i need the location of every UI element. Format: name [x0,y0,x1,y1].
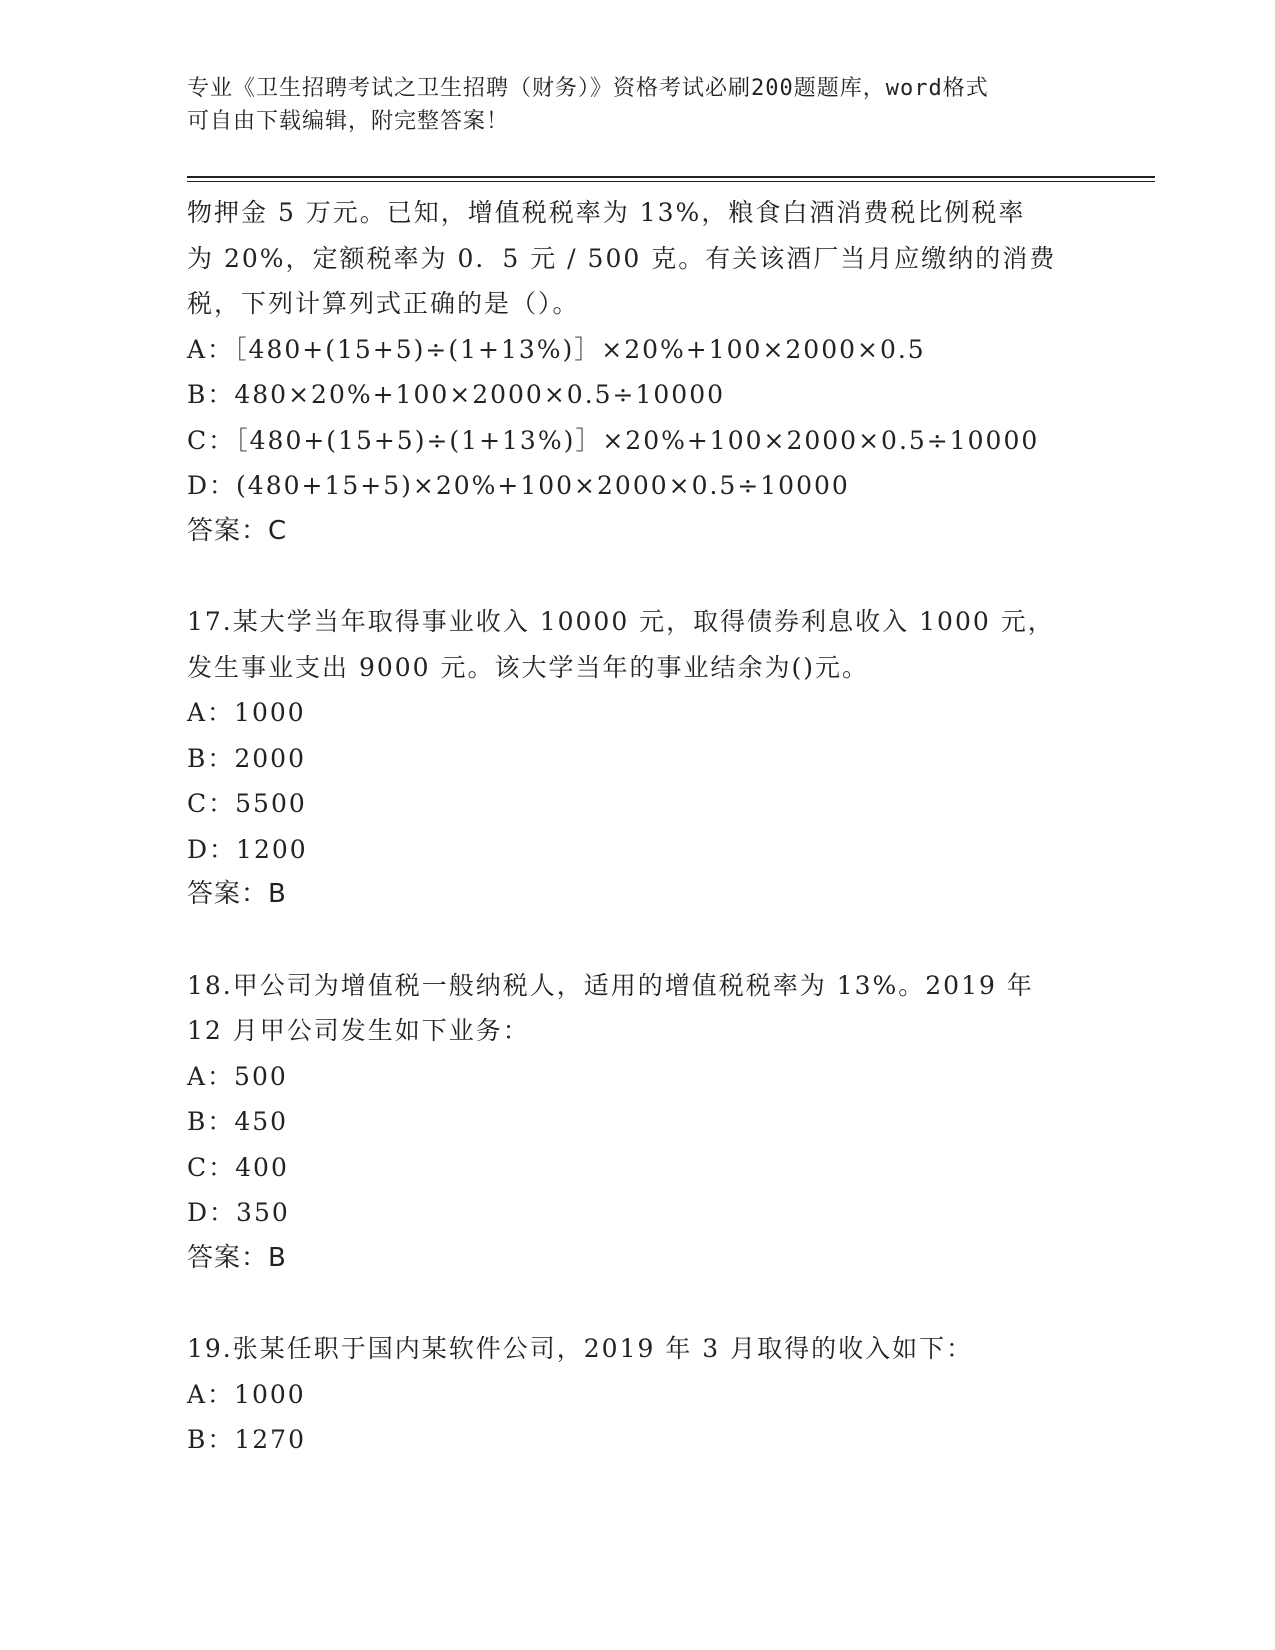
option-b: B：480×20%+100×2000×0.5÷10000 [187,380,726,409]
answer-line: 答案：C [187,515,288,546]
option-c: C：400 [187,1152,289,1182]
question-text-line: 12 月甲公司发生如下业务： [187,1016,530,1045]
question-block [187,1326,1087,1463]
header-rule-thin [187,181,1155,182]
option-a: A：1000 [187,698,306,727]
option-d: D：(480+15+5)×20%+100×2000×0.5÷10000 [187,471,850,500]
header-line-1: 专业《卫生招聘考试之卫生招聘（财务）》资格考试必刷200题题库，word格式 [187,76,989,101]
question-text-line: 物押金 5 万元。已知，增值税税率为 13%，粮食白酒消费税比例税率 [187,198,1026,227]
option-d: D：1200 [187,834,308,864]
option-c: C：5500 [187,789,307,818]
answer-line: 答案：B [187,1242,287,1273]
question-text-line: 17.某大学当年取得事业收入 10000 元，取得债券利息收入 1000 元， [187,607,1055,636]
question-text-line: 发生事业支出 9000 元。该大学当年的事业结余为()元。 [187,652,870,682]
header-line-2: 可自由下载编辑，附完整答案！ [187,109,510,134]
option-a: A：500 [187,1061,288,1091]
answer-line: 答案：B [187,879,287,909]
question-block [187,599,1087,918]
option-d: D：350 [187,1198,290,1227]
option-c: C：［480+(15+5)÷(1+13%)］×20%+100×2000×0.5÷10000 [187,425,1040,455]
header-rule-thick [187,176,1155,178]
question-block [187,190,1087,554]
option-a: A：［480+(15+5)÷(1+13%)］×20%+100×2000×0.5 [187,334,926,364]
question-text-line: 为 20%，定额税率为 0．5 元 / 500 克。有关该酒厂当月应缴纳的消费 [187,243,1057,273]
question-text-line: 税，下列计算列式正确的是（）。 [187,289,580,318]
question-text-line: 18.甲公司为增值税一般纳税人，适用的增值税税率为 13%。2019 年 [187,970,1034,1000]
option-a: A：1000 [187,1379,306,1409]
option-b: B：1270 [187,1425,306,1454]
document-header [187,72,1067,138]
question-list [187,190,1087,1463]
question-block [187,963,1087,1282]
question-text-line: 19.张某任职于国内某软件公司，2019 年 3 月取得的收入如下： [187,1334,974,1363]
option-b: B：450 [187,1107,289,1136]
option-b: B：2000 [187,743,306,773]
